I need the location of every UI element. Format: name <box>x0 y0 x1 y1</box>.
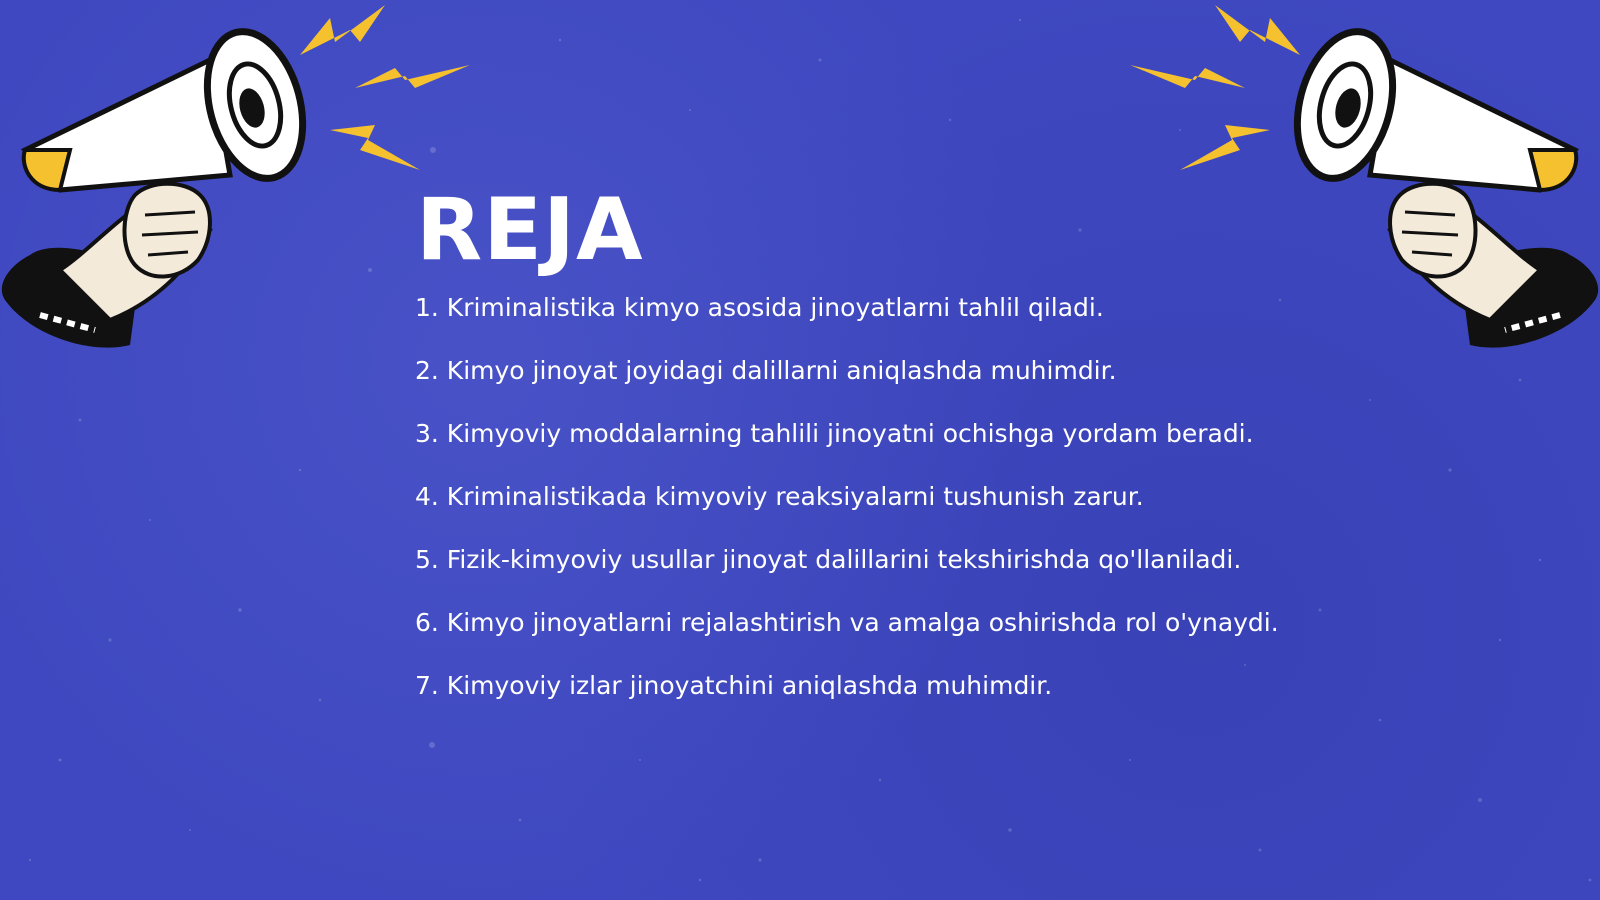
list-item: 2. Kimyo jinoyat joyidagi dalillarni aniqlashda muhimdir. <box>415 356 1117 385</box>
list-item: 3. Kimyoviy moddalarning tahlili jinoyatni ochishga yordam beradi. <box>415 419 1254 448</box>
lightning-bolt-icon <box>1130 5 1300 170</box>
list-item: 7. Kimyoviy izlar jinoyatchini aniqlashda muhimdir. <box>415 671 1053 700</box>
list-item: 1. Kriminalistika kimyo asosida jinoyatlarni tahlil qiladi. <box>415 293 1104 322</box>
list-item: 6. Kimyo jinoyatlarni rejalashtirish va amalga oshirishda rol o'ynaydi. <box>415 608 1279 637</box>
list-item: 4. Kriminalistikada kimyoviy reaksiyalarni tushunish zarur. <box>415 482 1144 511</box>
list-item: 5. Fizik-kimyoviy usullar jinoyat dalillarini tekshirishda qo'llaniladi. <box>415 545 1242 574</box>
lightning-bolt-icon <box>300 5 470 170</box>
plan-list <box>415 293 1279 734</box>
slide-title: REJA <box>416 180 644 280</box>
